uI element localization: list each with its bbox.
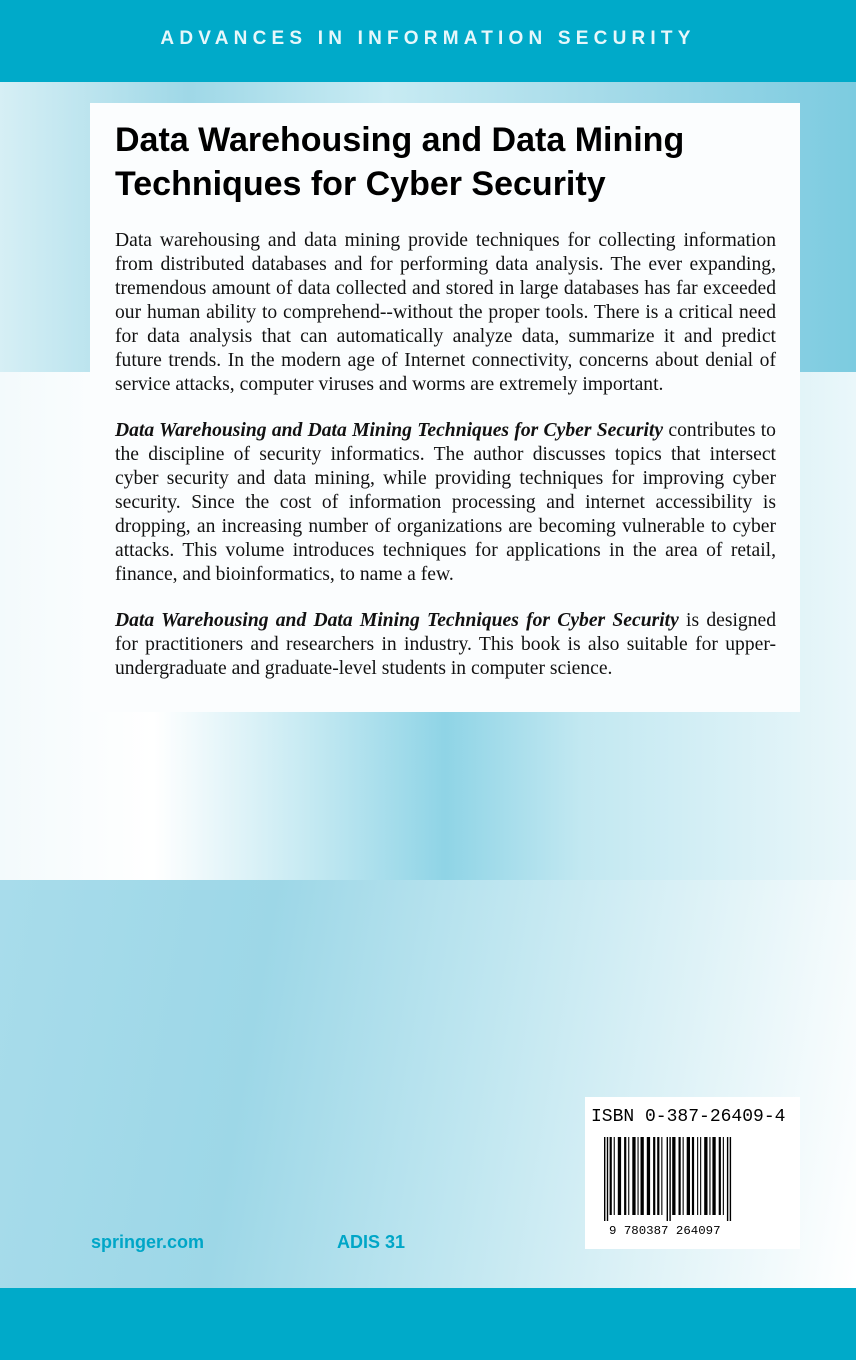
- barcode-bar: [667, 1137, 668, 1221]
- barcode-bar: [653, 1137, 655, 1215]
- barcode-bar: [683, 1137, 684, 1215]
- barcode-bar: [618, 1137, 621, 1215]
- book-title: [115, 118, 795, 206]
- paragraph-3-text: is designed for practitioners and researchers in industry. This book is also suitable for upper-undergraduate and graduate-level students in computer science.: [115, 610, 776, 679]
- barcode-bar: [632, 1137, 635, 1215]
- barcode-bar: [719, 1137, 721, 1215]
- barcode: [594, 1137, 754, 1221]
- barcode-bar: [638, 1137, 639, 1215]
- book-title-italic: Data Warehousing and Data Mining Techniques for Cyber Security: [115, 610, 679, 631]
- book-title-line-2: Techniques for Cyber Security: [115, 165, 606, 203]
- barcode-bar: [697, 1137, 698, 1215]
- barcode-bar: [614, 1137, 615, 1215]
- description-paragraph-2: [115, 419, 776, 587]
- book-title-line-1: Data Warehousing and Data Mining: [115, 121, 685, 159]
- barcode-bar: [628, 1137, 629, 1215]
- barcode-bar: [723, 1137, 724, 1215]
- barcode-bar: [624, 1137, 626, 1215]
- description-paragraph-1: Data warehousing and data mining provide techniques for collecting information from distributed databases and for performing data analysis. The ever expanding, tremendous amount of data collected and stored in large databases has far exceeded our human ability to comprehend--without the proper tools. There is a critical need for data analysis that can automatically analyze data, summarize it and predict future trends. In the modern age of Internet connectivity, concerns about denial of service attacks, computer viruses and worms are extremely important.: [115, 230, 776, 395]
- description-paragraph-3: [115, 609, 776, 681]
- barcode-bar: [604, 1137, 605, 1221]
- series-title: ADVANCES IN INFORMATION SECURITY: [160, 28, 696, 49]
- paragraph-2-text: contributes to the discipline of security informatics. The author discusses topics that intersect cyber security and data mining, while providing techniques for improving cyber security. Since the cost of information processing and internet accessibility is dropping, an increasing number of organizations are becoming vulnerable to cyber attacks. This volume introduces techniques for applications in the area of retail, finance, and bioinformatics, to name a few.: [115, 420, 776, 585]
- barcode-bar: [610, 1137, 612, 1215]
- barcode-bar: [672, 1137, 675, 1215]
- barcode-bar: [687, 1137, 690, 1215]
- barcode-bar: [607, 1137, 608, 1221]
- barcode-bar: [679, 1137, 681, 1215]
- barcode-bar: [704, 1137, 707, 1215]
- series-number: ADIS 31: [337, 1232, 406, 1252]
- top-band: [0, 0, 856, 82]
- barcode-bar: [712, 1137, 715, 1215]
- barcode-bar: [709, 1137, 710, 1215]
- barcode-bar: [647, 1137, 650, 1215]
- ean-number: 9 780387 264097: [609, 1224, 721, 1238]
- barcode-bar: [692, 1137, 694, 1215]
- barcode-bar: [730, 1137, 731, 1221]
- barcode-bar: [700, 1137, 701, 1215]
- book-title-italic: Data Warehousing and Data Mining Techniques for Cyber Security: [115, 420, 664, 441]
- barcode-bar: [727, 1137, 728, 1221]
- isbn-label: ISBN 0-387-26409-4: [591, 1107, 786, 1127]
- springer-website-link[interactable]: springer.com: [91, 1232, 205, 1252]
- bottom-band: [0, 1288, 856, 1360]
- barcode-bar: [669, 1137, 670, 1221]
- barcode-bar: [661, 1137, 662, 1215]
- barcode-bar: [641, 1137, 644, 1215]
- barcode-bar: [657, 1137, 659, 1215]
